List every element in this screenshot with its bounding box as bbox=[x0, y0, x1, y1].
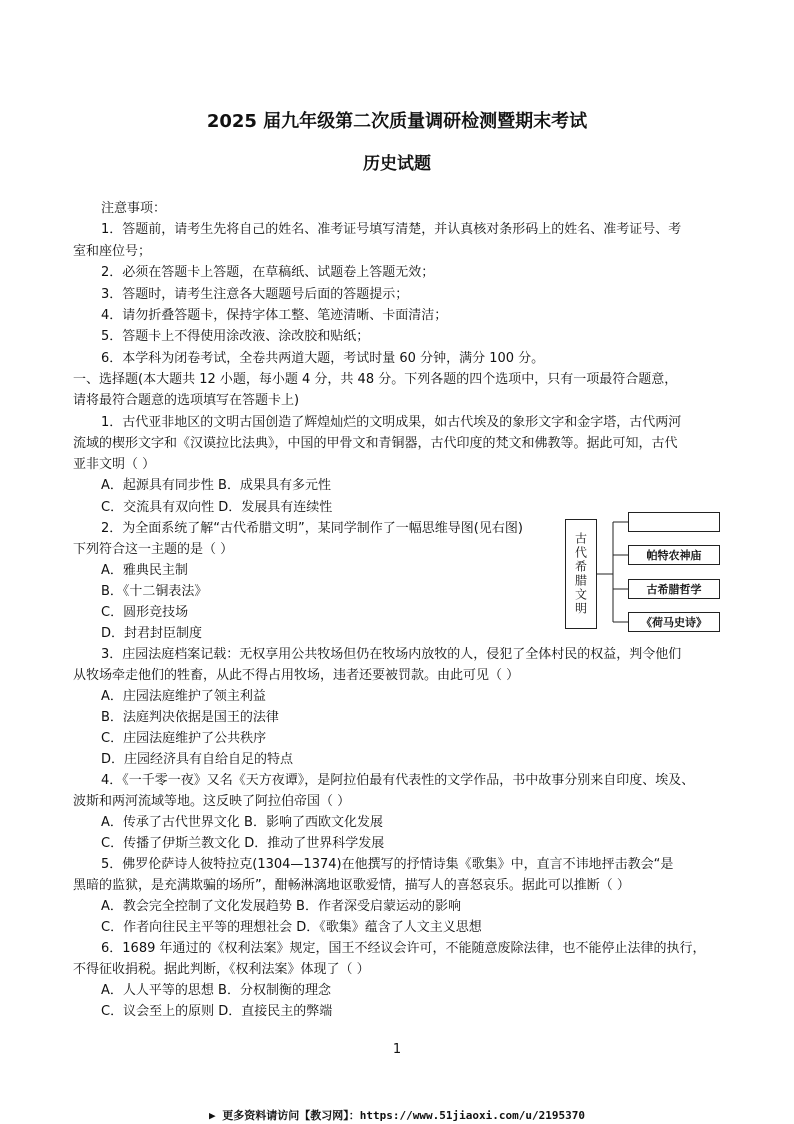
question-6-text: 不得征收捐税。据此判断，《权利法案》体现了（ ） bbox=[73, 962, 370, 977]
mind-map-branch: 《荷马史诗》 bbox=[628, 612, 720, 632]
mind-map-branch-blank bbox=[628, 512, 720, 532]
question-1-options: A．起源具有同步性 B．成果具有多元性 bbox=[101, 478, 331, 493]
mind-map-root: 古代希腊文明 bbox=[565, 519, 597, 629]
exam-title: 2025 届九年级第二次质量调研检测暨期末考试 bbox=[206, 111, 588, 132]
question-3-text: 从牧场牵走他们的牲畜，从此不得占用牧场，违者还要被罚款。由此可见（ ） bbox=[73, 668, 520, 683]
question-6-text: 6．1689 年通过的《权利法案》规定，国王不经议会许可，不能随意废除法律，也不能停止法律的执行， bbox=[101, 941, 706, 956]
question-5-options: A．教会完全控制了文化发展趋势 B．作者深受启蒙运动的影响 bbox=[101, 899, 461, 914]
footer-link[interactable]: ▶ 更多资料请访问【教习网】：https://www.51jiaoxi.com/u/2195370 bbox=[209, 1109, 585, 1122]
notice-item: 2．必须在答题卡上答题，在草稿纸、试题卷上答题无效； bbox=[101, 265, 435, 280]
notice-item: 5．答题卡上不得使用涂改液、涂改胶和贴纸； bbox=[101, 329, 370, 344]
mind-map bbox=[565, 510, 735, 634]
question-4-text: 4．《一千零一夜》又名《天方夜谭》，是阿拉伯最有代表性的文学作品，书中故事分别来自印度、埃及、 bbox=[101, 773, 695, 788]
mind-map-branch: 古希腊哲学 bbox=[628, 579, 720, 599]
question-2-text: 下列符合这一主题的是（ ） bbox=[73, 542, 234, 557]
question-3-text: 3．庄园法庭档案记载：无权享用公共牧场但仍在牧场内放牧的人，侵犯了全体村民的权益，判令他们 bbox=[101, 647, 682, 662]
question-3-option: A．庄园法庭维护了领主利益 bbox=[101, 689, 266, 704]
section-heading: 一、选择题(本大题共 12 小题，每小题 4 分，共 48 分。下列各题的四个选项中，只有一项最符合题意， bbox=[73, 372, 678, 387]
question-4-text: 波斯和两河流域等地。这反映了阿拉伯帝国（ ） bbox=[73, 794, 351, 809]
mind-map-branch: 帕特农神庙 bbox=[628, 545, 720, 565]
notice-heading: 注意事项： bbox=[101, 201, 167, 216]
notice-item: 1．答题前，请考生先将自己的姓名、准考证号填写清楚，并认真核对条形码上的姓名、准考证号、考 bbox=[101, 222, 682, 237]
notice-item: 4．请勿折叠答题卡，保持字体工整、笔迹清晰、卡面清洁； bbox=[101, 308, 448, 323]
question-1-text: 亚非文明（ ） bbox=[73, 457, 156, 472]
question-2-text: 2．为全面系统了解“古代希腊文明”，某同学制作了一幅思维导图(见右图) bbox=[101, 521, 523, 536]
question-5-text: 5．佛罗伦萨诗人彼特拉克(1304—1374)在他撰写的抒情诗集《歌集》中，直言不讳地抨击教会“是 bbox=[101, 857, 674, 872]
question-2-option: D．封君封臣制度 bbox=[101, 626, 203, 641]
question-4-options: C．传播了伊斯兰教文化 D．推动了世界科学发展 bbox=[101, 836, 385, 851]
question-1-text: 1．古代亚非地区的文明古国创造了辉煌灿烂的文明成果，如古代埃及的象形文字和金字塔，古代两河 bbox=[101, 415, 682, 430]
question-1-text: 流域的楔形文字和《汉谟拉比法典》，中国的甲骨文和青铜器，古代印度的梵文和佛教等。据此可知，古代 bbox=[73, 436, 678, 451]
question-6-options: C．议会至上的原则 D．直接民主的弊端 bbox=[101, 1004, 333, 1019]
question-6-options: A．人人平等的思想 B．分权制衡的理念 bbox=[101, 983, 331, 998]
question-2-option: A．雅典民主制 bbox=[101, 563, 188, 578]
notice-item: 3．答题时，请考生注意各大题题号后面的答题提示； bbox=[101, 287, 409, 302]
page-number: 1 bbox=[392, 1042, 402, 1057]
question-2-option: C．圆形竞技场 bbox=[101, 605, 189, 620]
question-3-option: C．庄园法庭维护了公共秩序 bbox=[101, 731, 267, 746]
section-heading: 请将最符合题意的选项填写在答题卡上) bbox=[73, 393, 300, 408]
question-3-option: B．法庭判决依据是国王的法律 bbox=[101, 710, 279, 725]
question-3-option: D．庄园经济具有自给自足的特点 bbox=[101, 752, 294, 767]
question-4-options: A．传承了古代世界文化 B．影响了西欧文化发展 bbox=[101, 815, 383, 830]
question-5-text: 黑暗的监狱，是充满欺骗的场所”，酣畅淋漓地讴歌爱情，描写人的喜怒哀乐。据此可以推断（ ） bbox=[73, 878, 630, 893]
notice-item: 室和座位号； bbox=[73, 244, 152, 259]
question-2-option: B．《十二铜表法》 bbox=[101, 584, 208, 599]
question-1-options: C．交流具有双向性 D．发展具有连续性 bbox=[101, 500, 333, 515]
notice-item: 6．本学科为闭卷考试，全卷共两道大题，考试时量 60 分钟，满分 100 分。 bbox=[101, 351, 545, 366]
exam-subtitle: 历史试题 bbox=[363, 154, 431, 174]
question-5-options: C．作者向往民主平等的理想社会 D．《歌集》蕴含了人文主义思想 bbox=[101, 920, 482, 935]
